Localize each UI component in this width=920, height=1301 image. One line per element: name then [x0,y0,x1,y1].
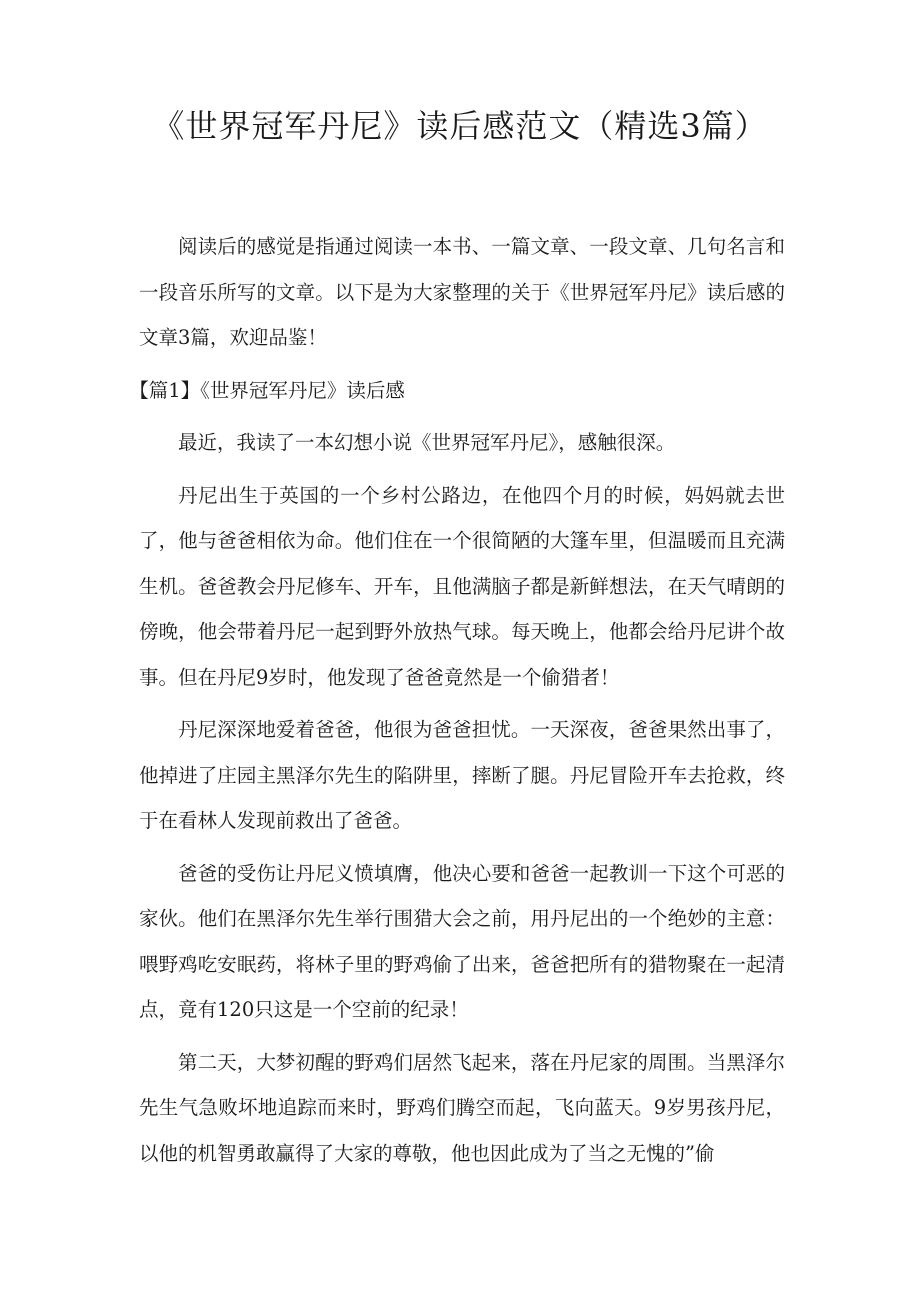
body-paragraph: 丹尼出生于英国的一个乡村公路边，在他四个月的时候，妈妈就去世了，他与爸爸相依为命。他们住在一个很简陋的大篷车里，但温暖而且充满生机。爸爸教会丹尼修车、开车，且他满脑子都是新鲜想法，在天气晴朗的傍晚，他会带着丹尼一起到野外放热气球。每天晚上，他都会给丹尼讲个故事。但在丹尼9岁时，他发现了爸爸竟然是一个偷猎者！ [139,483,785,689]
document-title: 《世界冠军丹尼》读后感范文（精选3篇） [152,107,768,145]
body-paragraph: 第二天，大梦初醒的野鸡们居然飞起来，落在丹尼家的周围。当黑泽尔先生气急败坏地追踪而来时，野鸡们腾空而起，飞向蓝天。9岁男孩丹尼，以他的机智勇敢赢得了大家的尊敬，他也因此成为了当之无愧的”偷 [139,1050,785,1165]
section-heading: 【篇1】《世界冠军丹尼》读后感 [129,378,405,402]
body-paragraph: 最近，我读了一本幻想小说《世界冠军丹尼》，感触很深。 [178,431,676,454]
body-paragraph: 爸爸的受伤让丹尼义愤填膺，他决心要和爸爸一起教训一下这个可恶的家伙。他们在黑泽尔先生举行围猎大会之前，用丹尼出的一个绝妙的主意：喂野鸡吃安眠药，将林子里的野鸡偷了出来，爸爸把所有的猎物聚在一起清点，竟有120只这是一个空前的纪录！ [139,861,785,1021]
body-paragraph: 丹尼深深地爱着爸爸，他很为爸爸担忧。一天深夜，爸爸果然出事了，他掉进了庄园主黑泽尔先生的陷阱里，摔断了腿。丹尼冒险开车去抢救，终于在看林人发现前救出了爸爸。 [139,718,785,832]
document-body [129,224,785,1176]
intro-paragraph: 阅读后的感觉是指通过阅读一本书、一篇文章、一段文章、几句名言和一段音乐所写的文章。以下是为大家整理的关于《世界冠军丹尼》读后感的文章3篇，欢迎品鉴！ [139,235,785,349]
